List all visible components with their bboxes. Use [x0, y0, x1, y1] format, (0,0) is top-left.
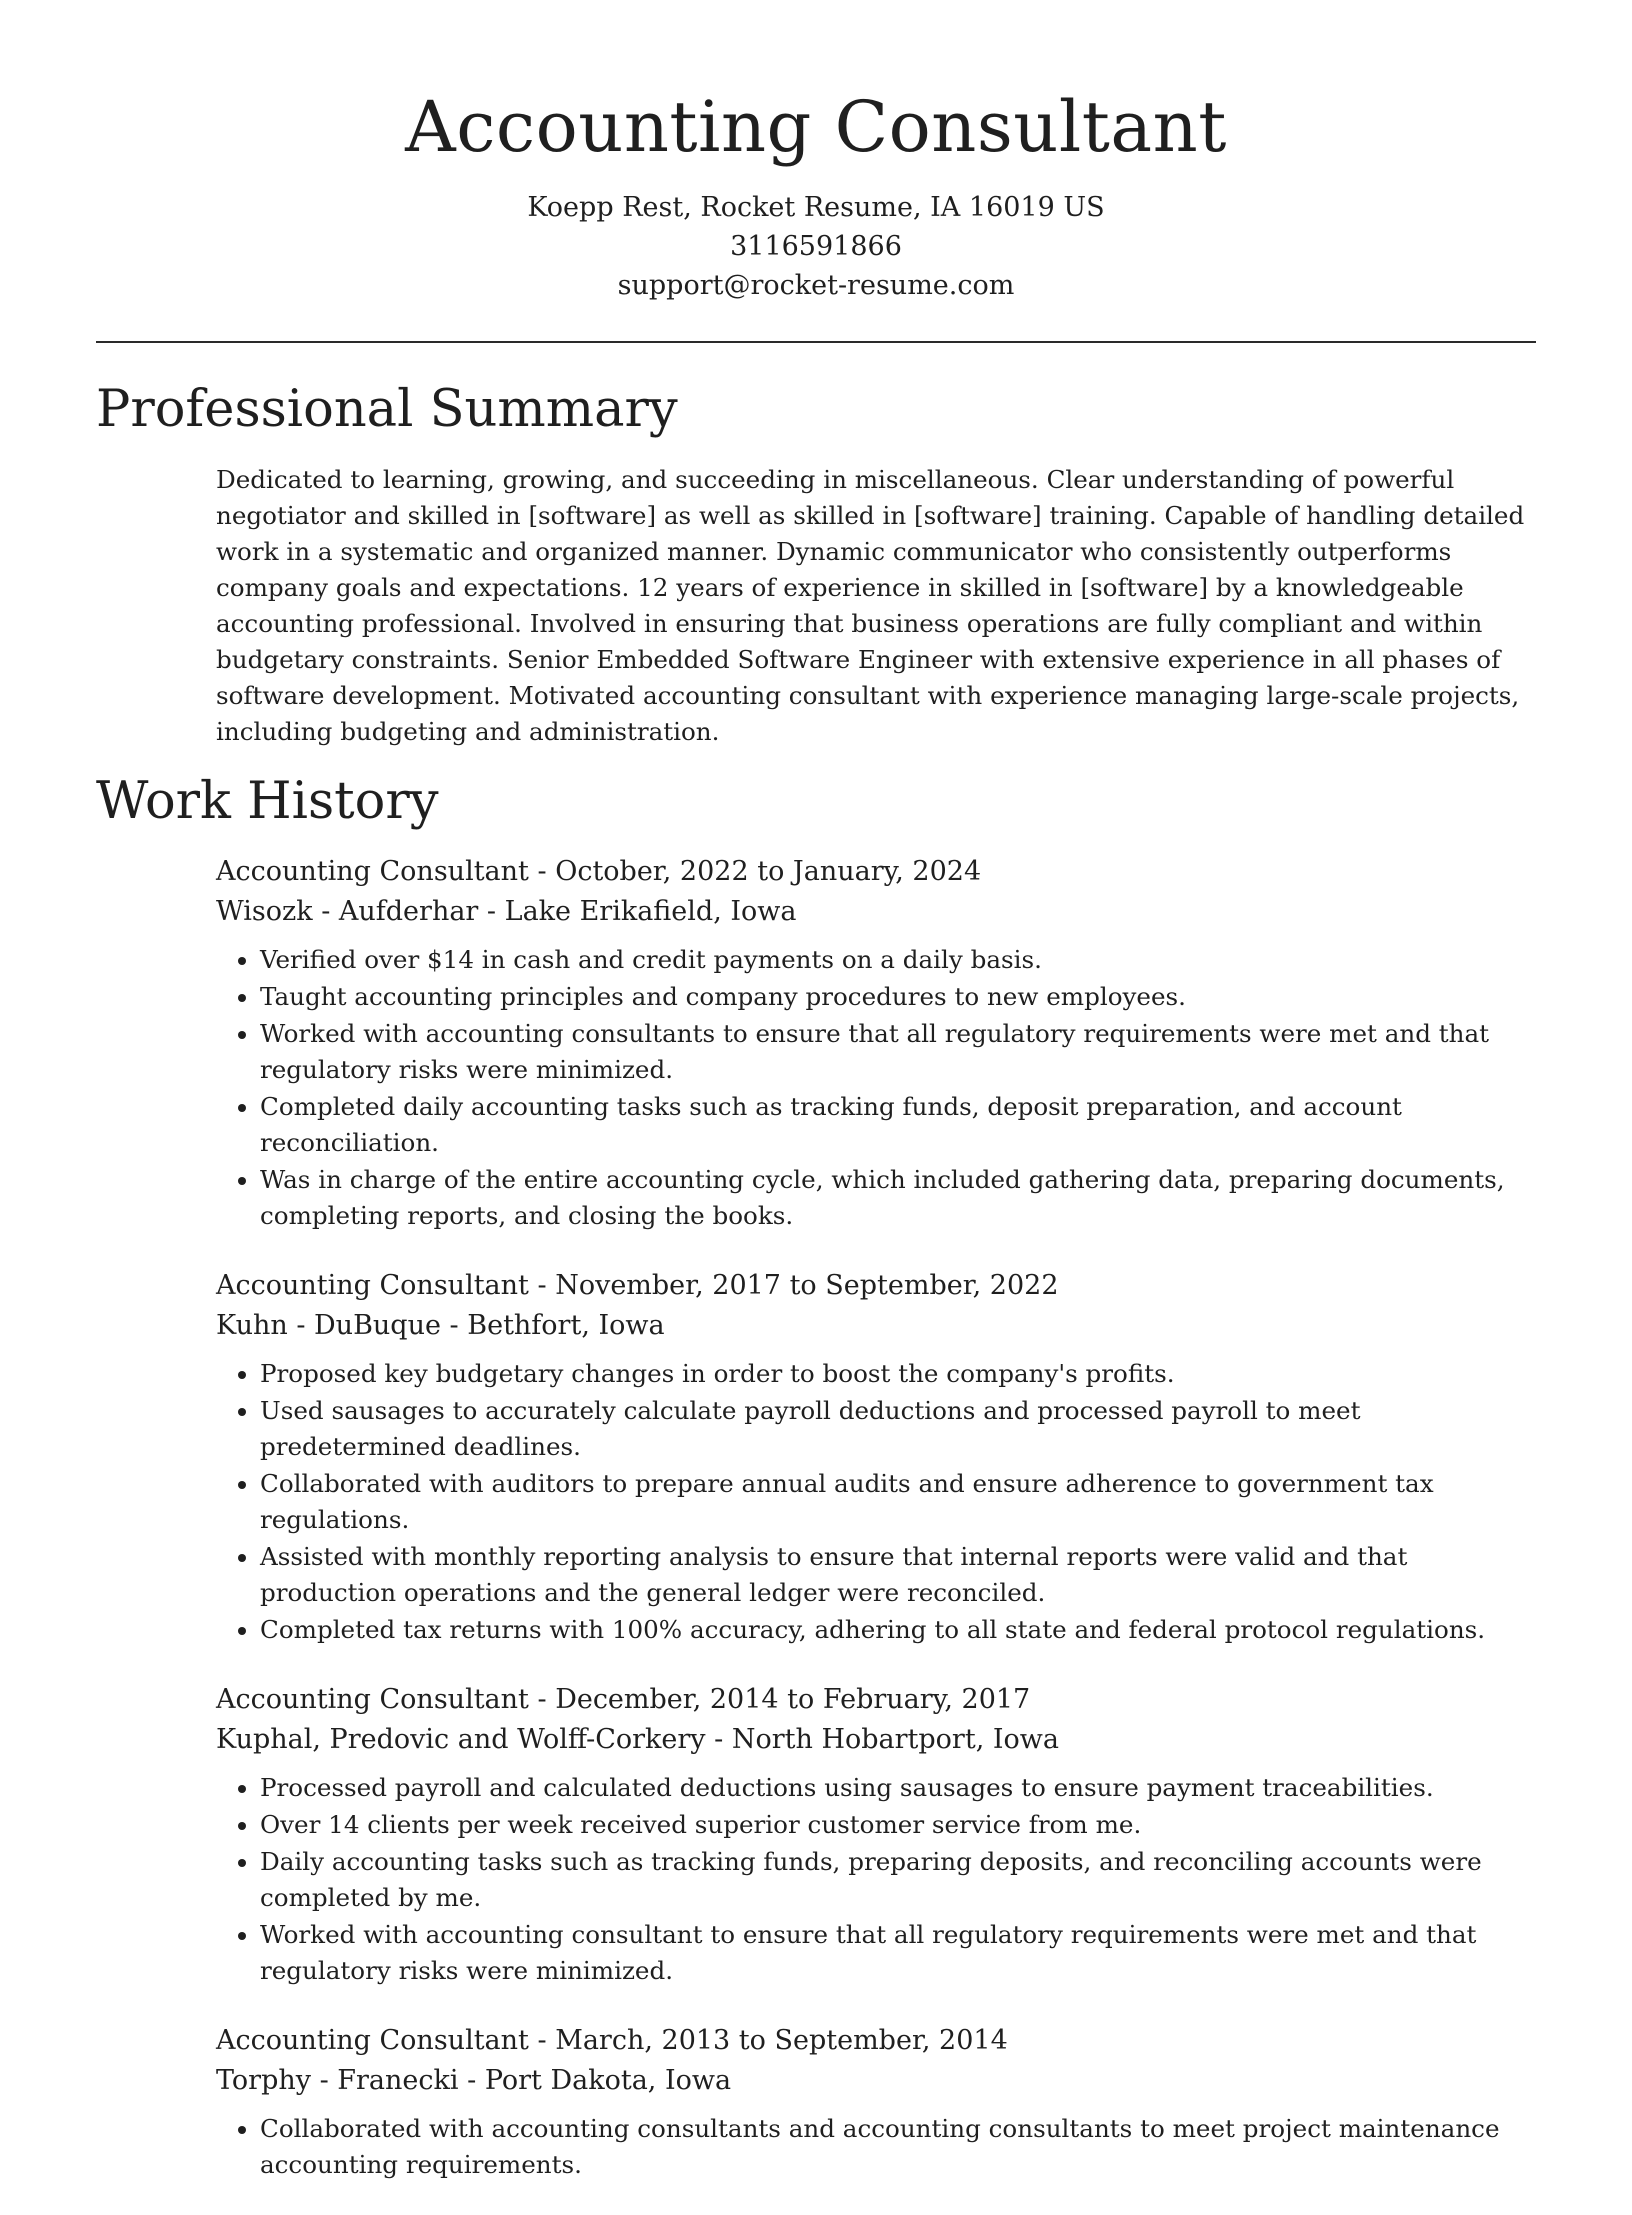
- company-name: Torphy - Franecki: [216, 2065, 459, 2096]
- job-entry: [216, 1680, 1538, 1989]
- job-entry: [216, 852, 1538, 1234]
- job-company-line: [216, 2061, 1538, 2101]
- job-title: Accounting Consultant: [216, 1684, 529, 1715]
- bullet-item: • Completed tax returns with 100% accuracy, adhering to all state and federal protocol regulations.: [260, 1612, 1538, 1648]
- job-bullets: [216, 1770, 1538, 1989]
- bullet-item: • Collaborated with accounting consultants and accounting consultants to meet project maintenance accounting requirements.: [260, 2111, 1538, 2183]
- company-name: Kuphal, Predovic and Wolff-Corkery: [216, 1724, 706, 1755]
- job-bullets: [216, 1356, 1538, 1648]
- separator: -: [478, 896, 505, 927]
- bullet-item: • Assisted with monthly reporting analysis to ensure that internal reports were valid and that production operations and the general ledger were reconciled.: [260, 1539, 1538, 1611]
- work-history-list: [216, 852, 1538, 2215]
- job-bullets: [216, 942, 1538, 1234]
- separator: -: [440, 1310, 468, 1341]
- job-dates: December, 2014 to February, 2017: [555, 1684, 1031, 1715]
- header-divider: [96, 341, 1536, 343]
- company-name: Kuhn - DuBuque: [216, 1310, 441, 1341]
- job-title-line: [216, 1266, 1538, 1306]
- separator: -: [528, 1684, 556, 1715]
- bullet-item: • Worked with accounting consultants to ensure that all regulatory requirements were met and that regulatory risks were minimized.: [260, 1016, 1538, 1088]
- company-name: Wisozk - Aufderhar: [216, 896, 479, 927]
- separator: -: [528, 2025, 556, 2056]
- bullet-item: • Over 14 clients per week received superior customer service from me.: [260, 1807, 1538, 1843]
- bullet-item: • Completed daily accounting tasks such as tracking funds, deposit preparation, and account reconciliation.: [260, 1089, 1538, 1161]
- job-entry: [216, 2021, 1538, 2183]
- separator: -: [705, 1724, 732, 1755]
- bullet-item: • Was in charge of the entire accounting cycle, which included gathering data, preparing documents, completing reports, and closing the books.: [260, 1162, 1538, 1234]
- email-text: support@rocket-resume.com: [617, 270, 1015, 301]
- bullet-item: • Worked with accounting consultant to ensure that all regulatory requirements were met and that regulatory risks were minimized.: [260, 1917, 1538, 1989]
- job-location: Lake Erikafield, Iowa: [504, 896, 797, 927]
- summary-paragraph: Dedicated to learning, growing, and succeeding in miscellaneous. Clear understanding of powerful negotiator and skilled in [software] as well as skilled in [software] training. Capable of handling detailed work in a systematic and organized manner. Dynamic communicator who consistently outperforms company goals and expectations. 12 years of experience in skilled in [software] by a knowledgeable accounting professional. Involved in ensuring that business operations are fully compliant and within budgetary constraints. Senior Embedded Software Engineer with extensive experience in all phases of software development. Motivated accounting consultant with experience managing large-scale projects, including budgeting and administration.: [216, 465, 1525, 746]
- bullet-item: • Collaborated with auditors to prepare annual audits and ensure adherence to government tax regulations.: [260, 1466, 1538, 1538]
- job-entry: [216, 1266, 1538, 1648]
- job-location: Bethfort, Iowa: [467, 1310, 665, 1341]
- job-title-line: [216, 1680, 1538, 1720]
- summary-heading: Professional Summary: [96, 380, 678, 439]
- job-company-line: [216, 892, 1538, 932]
- bullet-item: • Used sausages to accurately calculate payroll deductions and processed payroll to meet predetermined deadlines.: [260, 1393, 1538, 1465]
- job-title: Accounting Consultant: [216, 1270, 529, 1301]
- bullet-item: • Verified over $14 in cash and credit payments on a daily basis.: [260, 942, 1538, 978]
- job-dates: November, 2017 to September, 2022: [555, 1270, 1059, 1301]
- work-history-heading: Work History: [96, 772, 439, 831]
- job-location: North Hobartport, Iowa: [731, 1724, 1059, 1755]
- separator: -: [458, 2065, 485, 2096]
- job-bullets: [216, 2111, 1538, 2183]
- job-title: Accounting Consultant: [216, 856, 529, 887]
- candidate-title: Accounting Consultant: [405, 86, 1227, 168]
- job-dates: October, 2022 to January, 2024: [555, 856, 982, 887]
- job-title-line: [216, 852, 1538, 892]
- bullet-item: • Processed payroll and calculated deductions using sausages to ensure payment traceabilities.: [260, 1770, 1538, 1806]
- separator: -: [528, 856, 556, 887]
- job-title: Accounting Consultant: [216, 2025, 529, 2056]
- bullet-item: • Taught accounting principles and company procedures to new employees.: [260, 979, 1538, 1015]
- job-company-line: [216, 1720, 1538, 1760]
- bullet-item: • Proposed key budgetary changes in order to boost the company's profits.: [260, 1356, 1538, 1392]
- resume-header: [0, 0, 1632, 305]
- bullet-item: • Daily accounting tasks such as tracking funds, preparing deposits, and reconciling accounts were completed by me.: [260, 1844, 1538, 1916]
- address-text: Koepp Rest, Rocket Resume, IA 16019 US: [527, 192, 1105, 223]
- contact-block: [0, 188, 1632, 305]
- job-location: Port Dakota, Iowa: [484, 2065, 732, 2096]
- phone-text: 3116591866: [730, 231, 902, 262]
- job-title-line: [216, 2021, 1538, 2061]
- separator: -: [528, 1270, 556, 1301]
- job-company-line: [216, 1306, 1538, 1346]
- job-dates: March, 2013 to September, 2014: [555, 2025, 1008, 2056]
